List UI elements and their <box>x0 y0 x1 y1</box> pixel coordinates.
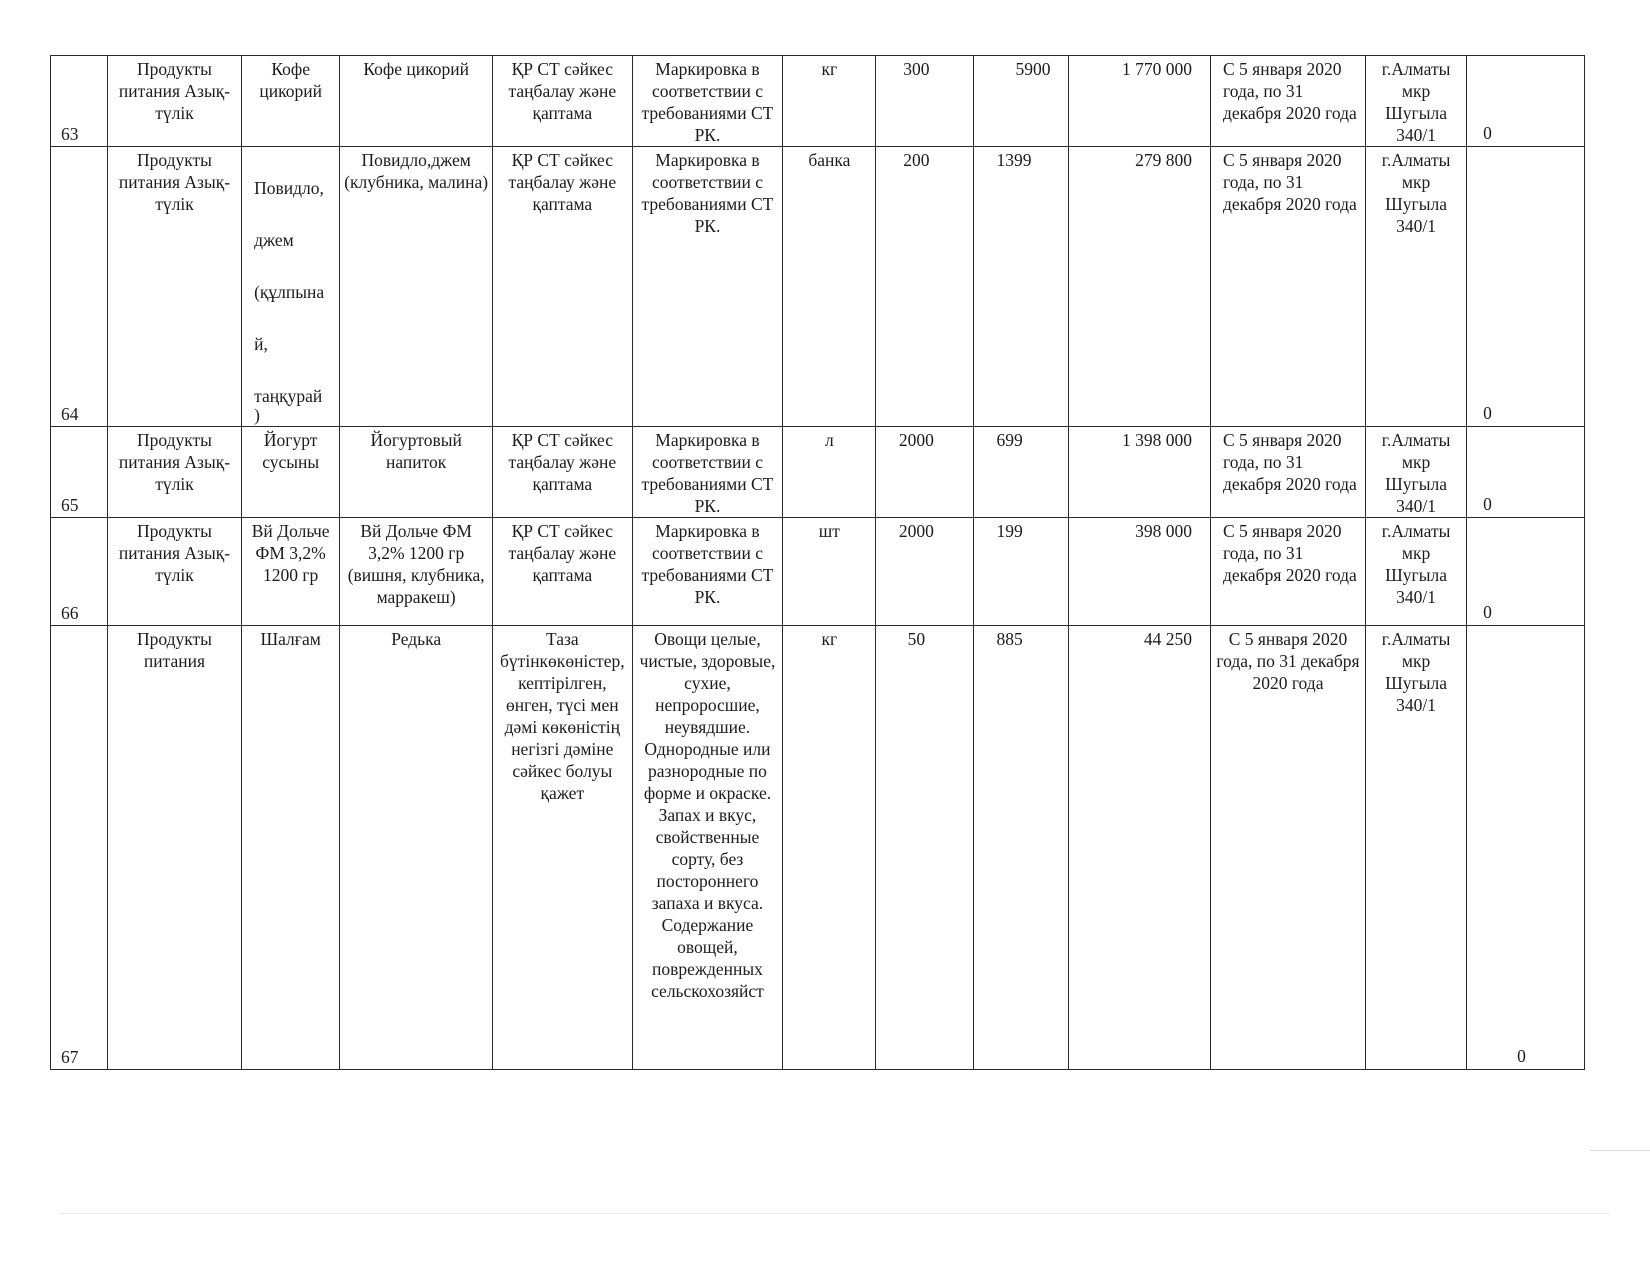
row-number: 65 <box>51 427 108 518</box>
name-kz-cell: Вй Дольче ФМ 3,2% 1200 гр <box>242 518 340 626</box>
price-cell: 1399 <box>974 147 1069 427</box>
requirement-ru-cell: Маркировка в соответствии с требованиями СТ РК. <box>632 147 783 427</box>
category-cell: Продукты питания Азық-түлік <box>107 56 241 147</box>
quantity-cell: 50 <box>876 626 974 1070</box>
scan-artifact-edge <box>1590 1150 1650 1151</box>
row-number: 66 <box>51 518 108 626</box>
unit-cell: кг <box>783 56 876 147</box>
name-kz-cell: Кофе цикорий <box>242 56 340 147</box>
advance-cell: 0 <box>1467 147 1585 427</box>
name-kz-line: таңқурай <box>254 386 323 406</box>
place-cell: г.Алматы мкр Шугыла 340/1 <box>1365 427 1466 518</box>
price-cell: 5900 <box>974 56 1069 147</box>
place-cell: г.Алматы мкр Шугыла 340/1 <box>1365 518 1466 626</box>
price-cell: 199 <box>974 518 1069 626</box>
sum-cell: 279 800 <box>1069 147 1211 427</box>
name-kz-cell: Йогурт сусыны <box>242 427 340 518</box>
name-kz-line: ) <box>254 405 260 425</box>
unit-cell: банка <box>783 147 876 427</box>
category-cell: Продукты питания <box>107 626 241 1070</box>
period-cell: С 5 января 2020 года, по 31 декабря 2020 года <box>1211 518 1366 626</box>
price-cell: 885 <box>974 626 1069 1070</box>
name-ru-cell: Редька <box>340 626 493 1070</box>
name-kz-line: Повидло, <box>254 178 324 198</box>
advance-cell: 0 <box>1467 518 1585 626</box>
price-cell: 699 <box>974 427 1069 518</box>
requirement-kz-cell: ҚР СТ сәйкес таңбалау және қаптама <box>493 518 632 626</box>
sum-cell: 44 250 <box>1069 626 1211 1070</box>
place-cell: г.Алматы мкр Шугыла 340/1 <box>1365 147 1466 427</box>
requirement-ru-cell: Овощи целые, чистые, здоровые, сухие, непроросшие, неувядшие. Однородные или разнородные по форме и окраске. Запах и вкус, свойственные сорту, без постороннего запаха и вкуса. Содержание овощей, поврежденных сельскохозяйст <box>632 626 783 1070</box>
advance-cell: 0 <box>1467 56 1585 147</box>
table-row <box>51 56 1585 147</box>
advance-cell: 0 <box>1467 626 1585 1070</box>
name-kz-line: й, <box>254 334 268 354</box>
name-ru-cell: Вй Дольче ФМ 3,2% 1200 гр (вишня, клубника, марракеш) <box>340 518 493 626</box>
requirement-ru-cell: Маркировка в соответствии с требованиями СТ РК. <box>632 56 783 147</box>
place-cell: г.Алматы мкр Шугыла 340/1 <box>1365 56 1466 147</box>
unit-cell: шт <box>783 518 876 626</box>
requirement-kz-cell: ҚР СТ сәйкес таңбалау және қаптама <box>493 56 632 147</box>
name-kz-cell: Шалғам <box>242 626 340 1070</box>
requirement-ru-cell: Маркировка в соответствии с требованиями СТ РК. <box>632 427 783 518</box>
quantity-cell: 2000 <box>876 518 974 626</box>
name-kz-cell <box>242 147 340 427</box>
period-cell: С 5 января 2020 года, по 31 декабря 2020 года <box>1211 56 1366 147</box>
sum-cell: 1 770 000 <box>1069 56 1211 147</box>
requirement-kz-cell: Таза бүтінкөкөністер, кептірілген, өнген, түсі мен дәмі көкөністің негізгі дәміне сәйкес болуы қажет <box>493 626 632 1070</box>
table-row <box>51 427 1585 518</box>
category-cell: Продукты питания Азық-түлік <box>107 518 241 626</box>
quantity-cell: 2000 <box>876 427 974 518</box>
table-row <box>51 626 1585 1070</box>
period-cell: С 5 января 2020 года, по 31 декабря 2020 года <box>1211 626 1366 1070</box>
requirement-kz-cell: ҚР СТ сәйкес таңбалау және қаптама <box>493 147 632 427</box>
row-number: 67 <box>51 626 108 1070</box>
quantity-cell: 300 <box>876 56 974 147</box>
procurement-table <box>50 55 1585 1070</box>
requirement-ru-cell: Маркировка в соответствии с требованиями СТ РК. <box>632 518 783 626</box>
requirement-kz-cell: ҚР СТ сәйкес таңбалау және қаптама <box>493 427 632 518</box>
unit-cell: л <box>783 427 876 518</box>
place-cell: г.Алматы мкр Шугыла 340/1 <box>1365 626 1466 1070</box>
row-number: 64 <box>51 147 108 427</box>
period-cell: С 5 января 2020 года, по 31 декабря 2020 года <box>1211 147 1366 427</box>
advance-cell: 0 <box>1467 427 1585 518</box>
category-cell: Продукты питания Азық-түлік <box>107 147 241 427</box>
row-number: 63 <box>51 56 108 147</box>
period-cell: С 5 января 2020 года, по 31 декабря 2020 года <box>1211 427 1366 518</box>
scan-artifact-line <box>60 1213 1610 1214</box>
name-ru-cell: Йогуртовый напиток <box>340 427 493 518</box>
sum-cell: 1 398 000 <box>1069 427 1211 518</box>
table-row <box>51 147 1585 427</box>
name-kz-line: джем <box>254 230 294 250</box>
category-cell: Продукты питания Азық-түлік <box>107 427 241 518</box>
name-kz-line: (құлпына <box>254 282 325 302</box>
table-row <box>51 518 1585 626</box>
quantity-cell: 200 <box>876 147 974 427</box>
sum-cell: 398 000 <box>1069 518 1211 626</box>
name-ru-cell: Повидло,джем (клубника, малина) <box>340 147 493 427</box>
unit-cell: кг <box>783 626 876 1070</box>
name-ru-cell: Кофе цикорий <box>340 56 493 147</box>
